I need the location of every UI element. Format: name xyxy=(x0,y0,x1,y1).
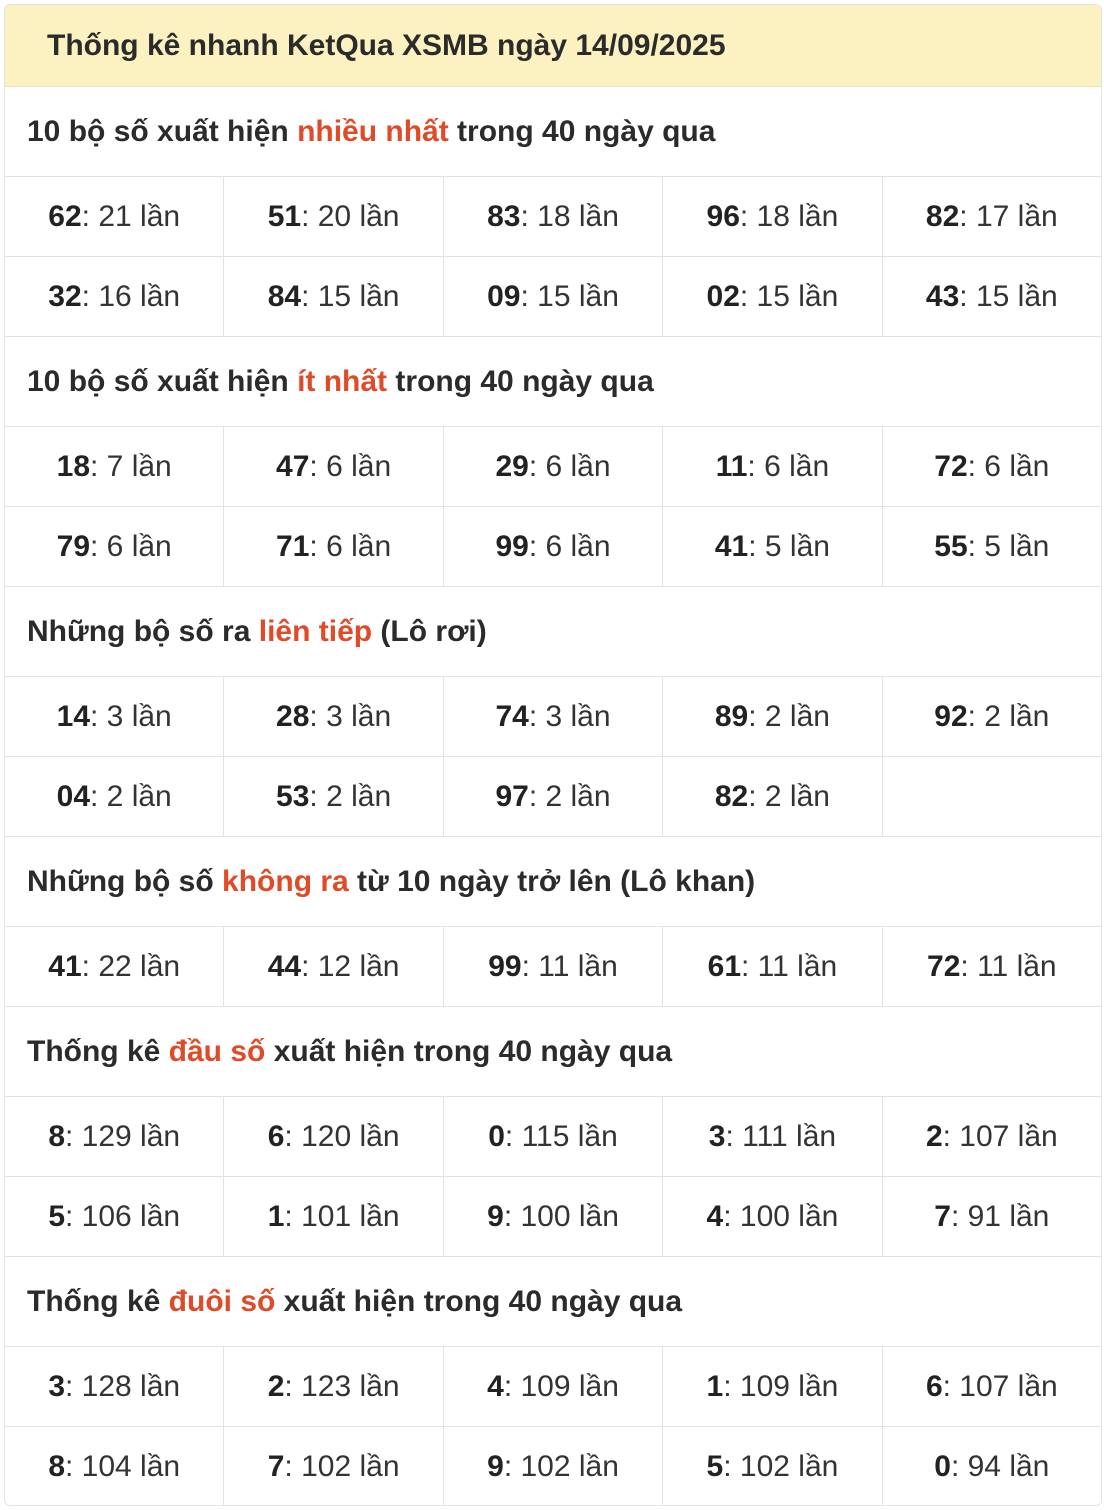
section-title-highlight: không ra xyxy=(222,864,349,898)
stat-count: : 15 lần xyxy=(301,279,400,313)
stat-number: 0 xyxy=(488,1119,505,1153)
stat-count: : 11 lần xyxy=(960,949,1057,983)
stat-cell xyxy=(5,177,224,256)
stat-count: : 6 lần xyxy=(528,449,611,483)
stat-cell xyxy=(5,1097,224,1176)
stat-cell xyxy=(663,1177,882,1256)
stat-count: : 128 lần xyxy=(65,1369,181,1403)
stat-count: : 22 lần xyxy=(81,949,181,983)
stats-row xyxy=(5,1427,1101,1506)
stat-count: : 5 lần xyxy=(967,529,1050,563)
section-title-text: (Lô rơi) xyxy=(372,614,487,648)
stat-count: : 18 lần xyxy=(739,199,839,233)
section-title-text: Những bộ số xyxy=(27,864,223,898)
stats-row xyxy=(5,427,1101,507)
section-title xyxy=(5,87,1101,177)
stat-number: 82 xyxy=(925,199,960,233)
stat-cell xyxy=(883,927,1101,1006)
stat-number: 43 xyxy=(925,279,960,313)
stat-cell xyxy=(224,757,443,836)
stat-count: : 123 lần xyxy=(284,1369,400,1403)
section-title-highlight: liên tiếp xyxy=(258,614,373,648)
stat-cell xyxy=(444,257,663,336)
section-title-highlight: nhiều nhất xyxy=(297,114,449,148)
stat-count: : 6 lần xyxy=(309,529,392,563)
section-title-highlight: ít nhất xyxy=(297,364,388,398)
stats-row xyxy=(5,1097,1101,1177)
stats-row xyxy=(5,1177,1101,1257)
stat-count: : 7 lần xyxy=(90,449,172,483)
stat-number: 1 xyxy=(706,1369,724,1403)
stats-panel xyxy=(4,4,1102,1506)
stat-number: 29 xyxy=(495,449,529,483)
stat-cell xyxy=(444,1347,663,1426)
stat-cell xyxy=(224,677,443,756)
stats-grid xyxy=(5,927,1101,1007)
stat-number: 72 xyxy=(934,449,968,483)
stat-count: : 18 lần xyxy=(520,199,619,233)
stat-number: 8 xyxy=(48,1449,65,1483)
stat-number: 2 xyxy=(925,1119,943,1153)
stats-grid xyxy=(5,427,1101,587)
stat-cell xyxy=(224,1177,443,1256)
stats-grid xyxy=(5,177,1101,337)
section-title xyxy=(5,837,1101,927)
stat-number: 61 xyxy=(707,949,742,983)
stat-count: : 91 lần xyxy=(950,1199,1050,1233)
stat-number: 83 xyxy=(487,199,521,233)
stat-number: 74 xyxy=(495,699,529,733)
stat-cell xyxy=(224,427,443,506)
stat-count: : 11 lần xyxy=(521,949,618,983)
stat-number: 8 xyxy=(48,1119,65,1153)
stat-cell xyxy=(224,507,443,586)
stat-count: : 20 lần xyxy=(301,199,400,233)
stat-number: 3 xyxy=(48,1369,65,1403)
stat-number: 04 xyxy=(56,779,91,813)
stat-cell xyxy=(224,257,443,336)
stat-cell xyxy=(5,927,224,1006)
section-title xyxy=(5,1257,1101,1347)
stat-count: : 129 lần xyxy=(65,1119,181,1153)
stats-row xyxy=(5,507,1101,587)
section-title-text: trong 40 ngày qua xyxy=(448,114,716,148)
stat-number: 5 xyxy=(706,1449,724,1483)
stat-number: 4 xyxy=(706,1199,724,1233)
stat-number: 79 xyxy=(56,529,91,563)
stat-number: 84 xyxy=(267,279,302,313)
stat-count: : 15 lần xyxy=(520,279,619,313)
stat-number: 9 xyxy=(487,1199,504,1233)
stats-grid xyxy=(5,677,1101,837)
stat-count: : 115 lần xyxy=(504,1119,618,1153)
stat-cell xyxy=(883,677,1101,756)
section-title-text: 10 bộ số xuất hiện xyxy=(27,364,298,398)
stat-cell xyxy=(444,757,663,836)
stat-cell xyxy=(663,927,882,1006)
stat-count: : 3 lần xyxy=(528,699,611,733)
stat-cell xyxy=(663,1347,882,1426)
stat-number: 3 xyxy=(708,1119,726,1153)
stat-number: 44 xyxy=(267,949,302,983)
section-title-text: Thống kê xyxy=(27,1034,169,1068)
stat-cell xyxy=(663,257,882,336)
stat-cell xyxy=(5,427,224,506)
stat-number: 32 xyxy=(48,279,82,313)
stat-number: 5 xyxy=(48,1199,65,1233)
stat-number: 6 xyxy=(267,1119,285,1153)
stat-number: 09 xyxy=(487,279,521,313)
stat-count: : 101 lần xyxy=(284,1199,400,1233)
stat-count: : 107 lần xyxy=(942,1369,1058,1403)
stat-cell xyxy=(444,1097,663,1176)
stat-count: : 2 lần xyxy=(90,779,172,813)
stat-number: 82 xyxy=(714,779,749,813)
stat-number: 53 xyxy=(276,779,310,813)
stat-number: 89 xyxy=(714,699,749,733)
stats-row xyxy=(5,677,1101,757)
stat-cell xyxy=(883,1097,1101,1176)
stat-cell xyxy=(444,507,663,586)
stat-count: : 6 lần xyxy=(90,529,172,563)
stat-count: : 2 lần xyxy=(748,779,830,813)
stat-count: : 102 lần xyxy=(723,1449,839,1483)
stat-count: : 100 lần xyxy=(503,1199,619,1233)
stat-cell xyxy=(663,427,882,506)
stat-number: 02 xyxy=(706,279,740,313)
stat-cell xyxy=(663,177,882,256)
stat-number: 99 xyxy=(495,529,529,563)
stat-count: : 3 lần xyxy=(90,699,172,733)
section-title xyxy=(5,337,1101,427)
stat-number: 92 xyxy=(934,699,968,733)
stat-count: : 6 lần xyxy=(747,449,830,483)
stat-cell xyxy=(663,757,882,836)
stat-count: : 100 lần xyxy=(723,1199,839,1233)
stat-count: : 12 lần xyxy=(301,949,400,983)
stat-count: : 3 lần xyxy=(309,699,392,733)
stat-cell xyxy=(883,507,1101,586)
stat-number: 2 xyxy=(267,1369,285,1403)
stat-cell xyxy=(5,757,224,836)
stat-count: : 2 lần xyxy=(748,699,830,733)
stat-cell xyxy=(883,1347,1101,1426)
stat-count: : 111 lần xyxy=(725,1119,837,1153)
stat-number: 4 xyxy=(487,1369,504,1403)
panel-title: Thống kê nhanh KetQua XSMB ngày 14/09/2025 xyxy=(5,5,1101,87)
stat-count: : 102 lần xyxy=(284,1449,400,1483)
stat-cell xyxy=(883,257,1101,336)
stats-row xyxy=(5,177,1101,257)
stat-count: : 94 lần xyxy=(950,1449,1050,1483)
stat-number: 14 xyxy=(56,699,91,733)
section-title-text: từ 10 ngày trở lên (Lô khan) xyxy=(348,864,756,898)
stat-cell xyxy=(444,677,663,756)
stat-cell xyxy=(5,1427,224,1506)
stat-number: 1 xyxy=(267,1199,285,1233)
stat-count: : 107 lần xyxy=(942,1119,1058,1153)
stat-number: 71 xyxy=(276,529,310,563)
stat-cell xyxy=(444,427,663,506)
stat-cell xyxy=(224,1427,443,1506)
stat-cell xyxy=(883,1427,1101,1506)
stat-number: 11 xyxy=(715,449,748,483)
stat-count: : 106 lần xyxy=(65,1199,181,1233)
stats-grid xyxy=(5,1097,1101,1257)
section-title xyxy=(5,1007,1101,1097)
stat-number: 41 xyxy=(714,529,749,563)
section-title-highlight: đầu số xyxy=(168,1034,266,1068)
stat-number: 18 xyxy=(56,449,91,483)
stat-count: : 102 lần xyxy=(503,1449,619,1483)
stat-count: : 6 lần xyxy=(528,529,611,563)
stat-count: : 15 lần xyxy=(739,279,839,313)
stat-number: 72 xyxy=(927,949,961,983)
sections-container xyxy=(5,87,1101,1506)
section-title-text: Những bộ số ra xyxy=(27,614,259,648)
stat-count: : 109 lần xyxy=(723,1369,839,1403)
stats-row xyxy=(5,257,1101,337)
section-title-text: xuất hiện trong 40 ngày qua xyxy=(265,1034,673,1068)
stat-cell xyxy=(883,757,1101,836)
stat-number: 99 xyxy=(488,949,522,983)
section-title-highlight: đuôi số xyxy=(168,1284,276,1318)
section-title-text: xuất hiện trong 40 ngày qua xyxy=(275,1284,683,1318)
stat-number: 9 xyxy=(487,1449,504,1483)
stats-row xyxy=(5,1347,1101,1427)
stat-cell xyxy=(883,1177,1101,1256)
stat-number: 41 xyxy=(48,949,82,983)
section-title-text: trong 40 ngày qua xyxy=(387,364,654,398)
stat-cell xyxy=(883,177,1101,256)
stats-row xyxy=(5,927,1101,1007)
stat-number: 7 xyxy=(934,1199,951,1233)
stat-count: : 11 lần xyxy=(741,949,838,983)
stat-count: : 2 lần xyxy=(309,779,392,813)
stat-cell xyxy=(5,257,224,336)
stats-grid xyxy=(5,1347,1101,1506)
stat-cell xyxy=(663,507,882,586)
stat-count: : 120 lần xyxy=(284,1119,400,1153)
stat-number: 97 xyxy=(495,779,529,813)
stat-cell xyxy=(663,677,882,756)
stat-number: 62 xyxy=(48,199,82,233)
stats-row xyxy=(5,757,1101,837)
stat-cell xyxy=(444,927,663,1006)
stat-count: : 109 lần xyxy=(503,1369,619,1403)
stat-count: : 104 lần xyxy=(65,1449,181,1483)
stat-cell xyxy=(224,177,443,256)
stat-cell xyxy=(883,427,1101,506)
stat-count: : 5 lần xyxy=(748,529,830,563)
stat-number: 6 xyxy=(925,1369,943,1403)
stat-count: : 2 lần xyxy=(528,779,611,813)
stat-number: 51 xyxy=(267,199,302,233)
stat-cell xyxy=(444,1177,663,1256)
stat-number: 96 xyxy=(706,199,740,233)
stat-cell xyxy=(224,1347,443,1426)
stat-number: 47 xyxy=(276,449,310,483)
stat-number: 28 xyxy=(276,699,310,733)
stat-count: : 15 lần xyxy=(959,279,1058,313)
stat-cell xyxy=(5,1347,224,1426)
stat-count: : 16 lần xyxy=(81,279,181,313)
stat-number: 7 xyxy=(267,1449,285,1483)
section-title-text: Thống kê xyxy=(27,1284,169,1318)
stat-cell xyxy=(444,177,663,256)
stat-cell xyxy=(5,677,224,756)
stat-number: 55 xyxy=(934,529,968,563)
section-title-text: 10 bộ số xuất hiện xyxy=(27,114,298,148)
stat-cell xyxy=(663,1097,882,1176)
stat-cell xyxy=(5,507,224,586)
stat-cell xyxy=(663,1427,882,1506)
stat-count: : 17 lần xyxy=(959,199,1058,233)
stat-count: : 2 lần xyxy=(967,699,1050,733)
section-title xyxy=(5,587,1101,677)
stat-count: : 6 lần xyxy=(309,449,392,483)
stat-cell xyxy=(444,1427,663,1506)
stat-cell xyxy=(5,1177,224,1256)
stat-count: : 21 lần xyxy=(81,199,181,233)
stat-cell xyxy=(224,1097,443,1176)
stat-count: : 6 lần xyxy=(967,449,1050,483)
stat-cell xyxy=(224,927,443,1006)
stat-number: 0 xyxy=(934,1449,951,1483)
